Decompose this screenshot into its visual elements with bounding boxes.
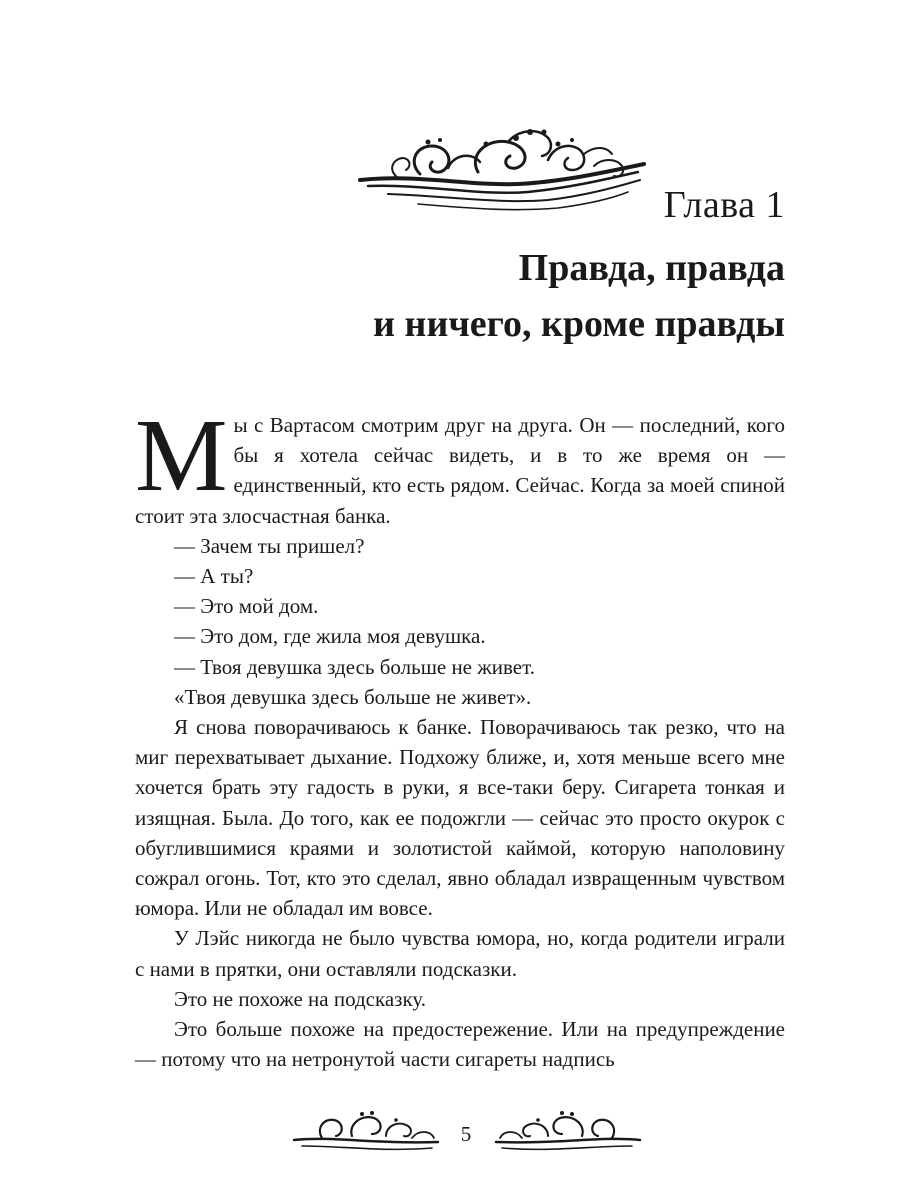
page-number: 5: [460, 1122, 472, 1146]
dialogue-line: — Это мой дом.: [174, 594, 319, 619]
dialogue-line: — Твоя девушка здесь больше не живет.: [174, 654, 535, 679]
paragraph: У Лэйс никогда не было чувства юмора, но, когда родители играли с нами в прятки, они оставляли подсказки.: [135, 926, 785, 981]
paragraph: Это не похоже на подсказку.: [174, 986, 427, 1011]
drop-cap: М: [135, 398, 228, 513]
wave-ornament-left-icon: [292, 1108, 442, 1160]
paragraph: Я снова поворачиваюсь к банке. Поворачиваюсь так резко, что на миг перехватывает дыхание. Подхожу ближе, и, хотя меньше всего мне хочется брать эту гадость в руки, я все-таки беру. Сигарета тонкая и изящная. Была. До того, как ее подожгли — сейчас это просто окурок с обуглившимися краями и золотистой каймой, которую наполовину сожрал огонь. Тот, кто это сделал, явно обладал извращенным чувством юмора. Или не обладал им вовсе.: [135, 715, 785, 921]
wave-ornament-icon: [358, 124, 646, 220]
dialogue-line: — Зачем ты пришел?: [174, 533, 365, 558]
dialogue-line: — Это дом, где жила моя девушка.: [174, 624, 486, 649]
paragraph-1-text: ы с Вартасом смотрим друг на друга. Он — последний, кого бы я хотела сейчас видеть, и в то же время он — единственный, кто есть рядом. Сейчас. Когда за моей спиной стоит эта злосчастная банка.: [135, 413, 785, 528]
chapter-title-line-1: Правда, правда: [518, 247, 785, 289]
quote-line: «Твоя девушка здесь больше не живет».: [174, 684, 532, 709]
wave-ornament-right-icon: [492, 1108, 642, 1160]
paragraph-1: [135, 398, 785, 531]
chapter-title-line-2: и ничего, кроме правды: [373, 303, 785, 345]
dialogue-line: — А ты?: [174, 564, 254, 589]
page-footer: [0, 1108, 900, 1168]
chapter-title: [185, 240, 785, 352]
chapter-label: Глава 1: [663, 184, 785, 226]
body-text: [135, 398, 785, 1074]
paragraph: Это больше похоже на предостережение. Или на предупреждение — потому что на нетронутой части сигареты надпись: [135, 1017, 785, 1072]
